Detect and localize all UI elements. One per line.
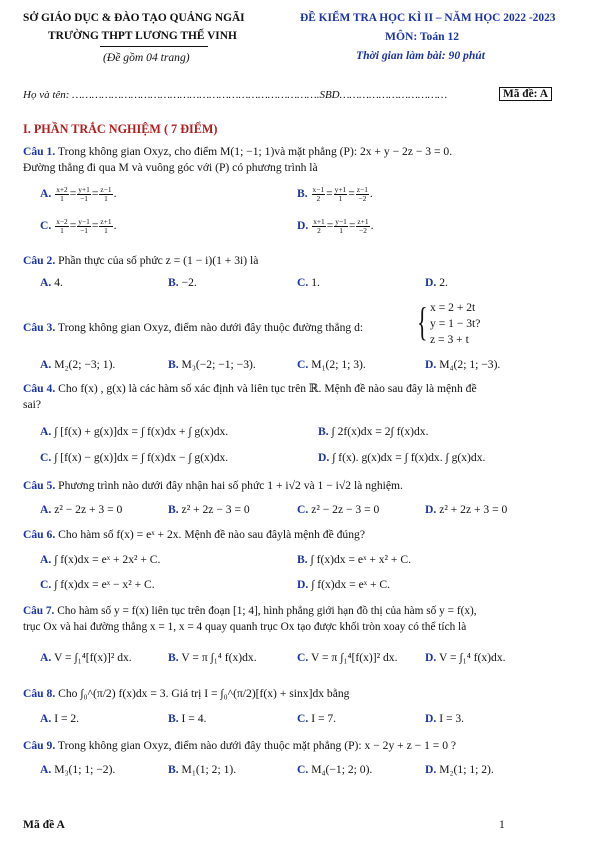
option-letter: B.	[297, 187, 308, 201]
option-letter: A.	[40, 651, 52, 664]
fraction-numerator: x−1	[312, 185, 325, 194]
option-text: 4.	[54, 276, 63, 289]
option-text: ∫ f(x). g(x)dx = ∫ f(x)dx. ∫ g(x)dx.	[332, 451, 486, 464]
school-underline	[100, 46, 208, 47]
q6-option-a[interactable]	[40, 553, 160, 566]
question-2	[23, 253, 258, 268]
candidate-name-line: Họ và tên: ………………………………………………………………….SBD……………………………	[23, 89, 448, 101]
fraction-numerator: y+1	[334, 185, 347, 194]
q1-option-d[interactable]: D. $\frac{x+1}{2}$ = $\frac{y-1}{1}$ = $\frac{z+1}{-2}$ .	[297, 217, 374, 235]
option-text: M₃(−2; −1; −3).	[181, 358, 256, 371]
system-eq-3: z = 3 + t	[430, 333, 469, 346]
fraction-denominator: 2	[316, 194, 321, 203]
option-text: ∫ [f(x) − g(x)]dx = ∫ f(x)dx − ∫ g(x)dx.	[54, 451, 229, 464]
fraction-numerator: z+1	[357, 217, 369, 226]
option-letter: C.	[40, 451, 52, 464]
fraction-denominator: 1	[338, 194, 343, 203]
q1-option-b[interactable]: B. $\frac{x-1}{2}$ = $\frac{y+1}{1}$ = $\frac{z-1}{-2}$ .	[297, 185, 373, 203]
fraction-numerator: x−2	[56, 217, 68, 226]
q1-option-a[interactable]: A. $\frac{x+2}{1}$ = $\frac{y+1}{-1}$ = $\frac{z-1}{1}$ .	[40, 185, 117, 203]
q7-option-c[interactable]	[297, 651, 397, 664]
time-limit: Thời gian làm bài: 90 phút	[356, 49, 485, 62]
system-eq-1: x = 2 + 2t	[430, 301, 476, 314]
option-letter: A.	[40, 358, 52, 371]
option-text: 1.	[311, 276, 320, 289]
option-letter: C.	[40, 219, 52, 233]
option-text: 2.	[439, 276, 448, 289]
option-letter: B.	[168, 276, 179, 289]
option-text: M₂(2; −3; 1).	[54, 358, 116, 371]
question-3	[23, 320, 363, 335]
fraction-denominator: 1	[60, 194, 64, 203]
option-letter: C.	[297, 276, 309, 289]
option-letter: A.	[40, 553, 52, 566]
option-text: ∫ 2f(x)dx = 2∫ f(x)dx.	[331, 425, 429, 438]
fraction-numerator: y−1	[335, 217, 347, 226]
question-text: Trong không gian Oxyz, điểm nào dưới đây thuộc mặt phẳng (P): x − 2y + z − 1 = 0 ?	[55, 739, 457, 752]
option-text: I = 2.	[54, 712, 80, 725]
option-text: I = 3.	[439, 712, 465, 725]
option-text: z² + 2z − 3 = 0	[181, 503, 250, 516]
question-9	[23, 738, 456, 753]
question-label: Câu 1.	[23, 145, 56, 158]
question-label: Câu 5.	[23, 479, 56, 492]
q2-option-d[interactable]	[425, 276, 448, 289]
fraction-numerator: x+2	[56, 185, 68, 194]
q3-option-b[interactable]	[168, 358, 256, 371]
q4-option-c[interactable]	[40, 451, 228, 464]
fraction-denominator: −2	[359, 226, 367, 235]
option-letter: A.	[40, 276, 52, 289]
fraction-denominator: 2	[317, 226, 321, 235]
q1-option-c[interactable]: C. $\frac{x-2}{1}$ = $\frac{y-1}{-1}$ = $\frac{z+1}{1}$ .	[40, 217, 117, 235]
fraction-numerator: z+1	[100, 217, 112, 226]
option-letter: B.	[297, 553, 308, 566]
question-label: Câu 7.	[23, 605, 55, 617]
question-7	[23, 604, 477, 619]
option-text: V = ∫₁⁴[f(x)]² dx.	[53, 651, 132, 664]
fraction-numerator: z−1	[356, 185, 368, 194]
exam-title: ĐỀ KIỂM TRA HỌC KÌ II – NĂM HỌC 2022 -2023	[300, 12, 556, 24]
q6-option-c[interactable]	[40, 578, 155, 591]
q8-option-a[interactable]	[40, 712, 79, 725]
question-text: Cho hàm số y = f(x) liên tục trên đoạn [1; 4], hình phẳng giới hạn đồ thị của hàm số y = f(x),	[54, 605, 477, 617]
q9-option-d[interactable]	[425, 763, 494, 776]
question-label: Câu 3.	[23, 321, 56, 334]
fraction-denominator: 1	[339, 226, 343, 235]
q9-option-a[interactable]	[40, 763, 115, 776]
option-text: V = π ∫₁⁴ f(x)dx.	[181, 651, 257, 664]
question-4-line2: sai?	[23, 398, 42, 411]
option-letter: D.	[425, 651, 437, 664]
option-letter: A.	[40, 425, 52, 438]
page-number: 1	[499, 818, 505, 831]
option-letter: A.	[40, 712, 52, 725]
q8-option-c[interactable]	[297, 712, 336, 725]
option-letter: D.	[318, 451, 330, 464]
exam-code-box: Mã đề: A	[499, 87, 552, 101]
question-4	[23, 381, 477, 396]
section-title: I. PHẦN TRẮC NGHIỆM ( 7 ĐIỂM)	[23, 122, 218, 136]
q5-option-a[interactable]	[40, 503, 122, 516]
page-count-note: (Đề gồm 04 trang)	[103, 51, 190, 64]
option-letter: C.	[297, 763, 309, 776]
q8-option-d[interactable]	[425, 712, 464, 725]
fraction-denominator: 1	[104, 194, 108, 203]
q4-option-d[interactable]	[318, 451, 485, 464]
question-label: Câu 2.	[23, 254, 56, 267]
system-brace: {	[417, 299, 428, 344]
option-letter: C.	[297, 503, 309, 516]
question-label: Câu 9.	[23, 739, 56, 752]
q7-option-b[interactable]	[168, 651, 257, 664]
q5-option-b[interactable]	[168, 503, 250, 516]
question-1	[23, 144, 452, 159]
option-letter: D.	[425, 358, 437, 371]
q7-option-d[interactable]	[425, 651, 506, 664]
option-letter: D.	[425, 712, 437, 725]
option-letter: B.	[168, 358, 179, 371]
question-6	[23, 527, 365, 542]
fraction-denominator: 1	[104, 226, 108, 235]
q4-option-b[interactable]	[318, 425, 428, 438]
option-letter: B.	[168, 712, 179, 725]
question-label: Câu 4.	[23, 382, 56, 395]
option-text: M₄(2; 1; −3).	[439, 358, 501, 371]
q4-option-a[interactable]	[40, 425, 228, 438]
option-text: ∫ f(x)dx = eˣ + C.	[311, 578, 391, 591]
option-text: z² − 2z + 3 = 0	[54, 503, 123, 516]
q9-option-b[interactable]	[168, 763, 236, 776]
fraction-denominator: −2	[358, 194, 367, 203]
question-text: Cho f(x) , g(x) là các hàm số xác định và liên tục trên ℝ. Mệnh đề nào sau đây là mệnh đề	[55, 382, 477, 395]
question-text: Cho ∫₀^(π/2) f(x)dx = 3. Giá trị I = ∫₀^(π/2)[f(x) + sinx]dx bằng	[55, 687, 350, 700]
option-text: ∫ f(x)dx = eˣ + 2x² + C.	[54, 553, 161, 566]
question-text: Trong không gian Oxyz, điểm nào dưới đây thuộc đường thẳng d:	[55, 321, 364, 334]
question-label: Câu 8.	[23, 687, 56, 700]
option-letter: B.	[168, 763, 179, 776]
q5-option-d[interactable]	[425, 503, 507, 516]
q2-option-b[interactable]	[168, 276, 197, 289]
q2-option-c[interactable]	[297, 276, 320, 289]
system-eq-2: y = 1 − 3t?	[430, 317, 481, 330]
question-text: Phần thực của số phức z = (1 − i)(1 + 3i) là	[55, 254, 259, 267]
q6-option-b[interactable]	[297, 553, 411, 566]
option-letter: D.	[425, 763, 437, 776]
option-letter: A.	[40, 187, 52, 201]
option-text: M₄(−1; 2; 0).	[311, 763, 373, 776]
option-letter: A.	[40, 503, 52, 516]
footer-exam-code: Mã đề A	[23, 818, 65, 831]
fraction-numerator: y+1	[78, 185, 90, 194]
department-name: SỞ GIÁO DỤC & ĐÀO TẠO QUẢNG NGÃI	[23, 12, 245, 24]
option-text: M₁(1; 2; 1).	[181, 763, 237, 776]
option-text: z² + 2z + 3 = 0	[439, 503, 508, 516]
q3-option-a[interactable]	[40, 358, 115, 371]
option-letter: B.	[318, 425, 329, 438]
line-system	[430, 300, 480, 348]
option-text: ∫ f(x)dx = eˣ − x² + C.	[54, 578, 155, 591]
option-letter: B.	[168, 651, 179, 664]
option-letter: C.	[297, 358, 309, 371]
option-letter: A.	[40, 763, 52, 776]
option-letter: D.	[297, 219, 309, 233]
fraction-denominator: −1	[80, 194, 89, 203]
option-text: ∫ [f(x) + g(x)]dx = ∫ f(x)dx + ∫ g(x)dx.	[54, 425, 229, 438]
question-5	[23, 478, 403, 493]
option-text: M₂(1; 1; 2).	[439, 763, 494, 776]
option-text: M₁(2; 1; 3).	[311, 358, 366, 371]
option-letter: B.	[168, 503, 179, 516]
school-name: TRƯỜNG THPT LƯƠNG THẾ VINH	[48, 30, 237, 42]
option-letter: C.	[297, 651, 309, 664]
question-8	[23, 686, 349, 701]
option-letter: D.	[425, 503, 437, 516]
option-text: I = 7.	[311, 712, 337, 725]
q3-option-d[interactable]	[425, 358, 500, 371]
option-text: V = π ∫₁⁴[f(x)]² dx.	[310, 651, 398, 664]
option-text: z² − 2z − 3 = 0	[311, 503, 380, 516]
fraction-numerator: x+1	[313, 217, 325, 226]
question-text: Cho hàm số f(x) = eˣ + 2x. Mệnh đề nào sau đâylà mệnh đề đúng?	[55, 528, 365, 541]
option-text: −2.	[181, 276, 197, 289]
q5-option-c[interactable]	[297, 503, 379, 516]
fraction-denominator: −1	[80, 226, 89, 235]
question-text: Trong không gian Oxyz, cho điểm M(1; −1; 1)và mặt phẳng (P): 2x + y − 2z − 3 = 0.	[55, 145, 453, 158]
fraction-numerator: z−1	[100, 185, 112, 194]
q6-option-d[interactable]	[297, 578, 390, 591]
option-letter: D.	[297, 578, 309, 591]
q9-option-c[interactable]	[297, 763, 372, 776]
option-text: M₃(1; 1; −2).	[54, 763, 116, 776]
option-text: I = 4.	[181, 712, 207, 725]
option-text: ∫ f(x)dx = eˣ + x² + C.	[310, 553, 412, 566]
option-letter: C.	[40, 578, 52, 591]
question-7-line2: trục Ox và hai đường thẳng x = 1, x = 4 quay quanh trục Ox tạo được khối tròn xoay có thể tích là	[23, 621, 467, 633]
fraction-denominator: 1	[60, 226, 64, 235]
fraction-numerator: y−1	[78, 217, 90, 226]
subject: MÔN: Toán 12	[385, 30, 460, 43]
question-1-line2: Đường thẳng đi qua M và vuông góc với (P) có phương trình là	[23, 161, 318, 174]
q7-option-a[interactable]	[40, 651, 132, 664]
q8-option-b[interactable]	[168, 712, 206, 725]
question-text: Phương trình nào dưới đây nhận hai số phức 1 + i√2 và 1 − i√2 là nghiệm.	[55, 479, 403, 492]
q2-option-a[interactable]	[40, 276, 63, 289]
option-letter: D.	[425, 276, 437, 289]
q3-option-c[interactable]	[297, 358, 366, 371]
option-letter: C.	[297, 712, 309, 725]
option-text: V = ∫₁⁴ f(x)dx.	[438, 651, 506, 664]
question-label: Câu 6.	[23, 528, 56, 541]
